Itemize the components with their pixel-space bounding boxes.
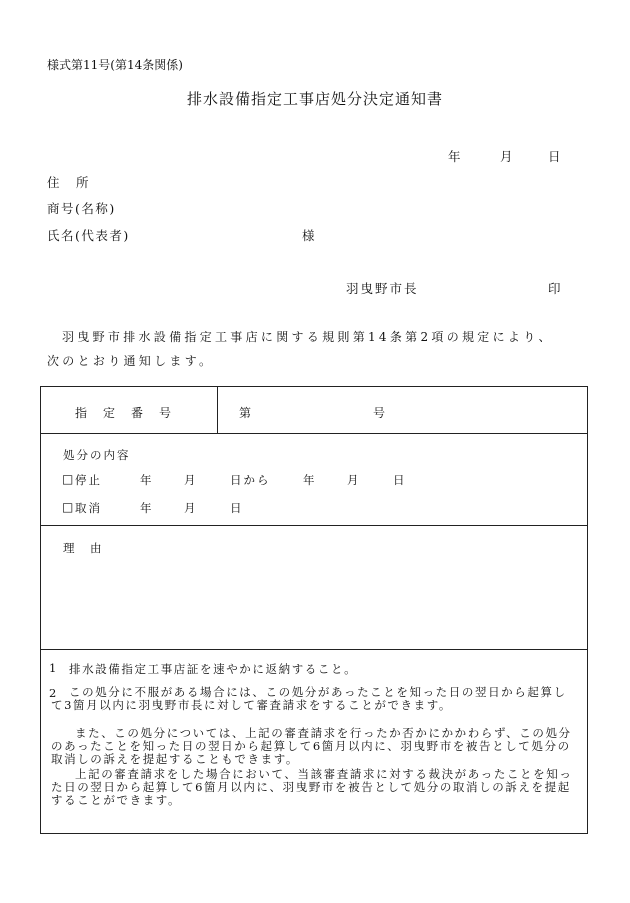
representative-label: 氏名(代表者) xyxy=(47,228,130,243)
date-year: 年 xyxy=(448,149,461,164)
suspension-year-2: 年 xyxy=(303,473,315,487)
intro-line-1: 羽曳野市排水設備指定工事店に関する規則第14条第2項の規定により、 xyxy=(62,330,554,344)
note-2-paragraph-2-text: また、この処分については、上記の審査請求を行ったか否かにかかわらず、この処分のあったことを知った日の翌日から起算して6箇月以内に、羽曳野市を被告として処分の取消しの訴えを提起することもできます。 xyxy=(51,726,572,766)
note-2-number: 2 xyxy=(49,686,57,700)
row-divider-1 xyxy=(41,433,587,434)
designation-label: 指 定 番 号 xyxy=(75,406,174,420)
suspension-day-2: 日 xyxy=(393,473,405,487)
trade-name-label: 商号(名称) xyxy=(47,201,116,216)
row-divider-2 xyxy=(41,525,587,526)
address-label: 住 所 xyxy=(47,175,91,190)
note-2-paragraph-3-text: 上記の審査請求をした場合において、当該審査請求に対する裁決があったことを知った日の翌日から起算して6箇月以内に、羽曳野市を被告として処分の取消しの訴えを提起することができます。 xyxy=(51,767,573,807)
note-1-text: 排水設備指定工事店証を速やかに返納すること。 xyxy=(69,662,358,676)
date-day: 日 xyxy=(548,149,561,164)
date-month: 月 xyxy=(500,149,513,164)
note-2-paragraph-1-text: この処分に不服がある場合には、この処分があったことを知った日の翌日から起算して3箇月以内に羽曳野市長に対して審査請求をすることができます。 xyxy=(51,685,567,712)
col-divider xyxy=(217,387,218,433)
note-1-number: 1 xyxy=(49,661,57,675)
number-prefix: 第 xyxy=(239,406,252,420)
reason-label: 理 由 xyxy=(63,541,104,555)
suspension-label: 停止 xyxy=(75,473,102,487)
revocation-month: 月 xyxy=(184,501,196,515)
suspension-month-2: 月 xyxy=(347,473,359,487)
intro-line-2: 次のとおり通知します。 xyxy=(47,354,215,368)
notice-table xyxy=(40,386,588,834)
note-2-paragraph-2 xyxy=(51,727,575,766)
honorific: 様 xyxy=(302,228,315,243)
document-title: 排水設備指定工事店処分決定通知書 xyxy=(186,90,443,108)
disposition-label: 処分の内容 xyxy=(63,448,131,462)
revocation-checkbox[interactable]: □ xyxy=(62,500,74,514)
number-suffix: 号 xyxy=(373,406,386,420)
form-number: 様式第11号(第14条関係) xyxy=(47,58,183,72)
suspension-month: 月 xyxy=(184,473,196,487)
mayor-title: 羽曳野市長 xyxy=(346,281,419,296)
note-2-paragraph-1 xyxy=(51,686,575,712)
revocation-day: 日 xyxy=(230,501,242,515)
suspension-from-day: 日から xyxy=(230,473,271,487)
suspension-checkbox[interactable]: □ xyxy=(62,472,74,486)
suspension-year: 年 xyxy=(140,473,152,487)
note-2-paragraph-3 xyxy=(51,768,575,807)
revocation-year: 年 xyxy=(140,501,152,515)
seal-mark: 印 xyxy=(548,281,561,296)
row-divider-3 xyxy=(41,649,587,650)
revocation-label: 取消 xyxy=(75,501,102,515)
